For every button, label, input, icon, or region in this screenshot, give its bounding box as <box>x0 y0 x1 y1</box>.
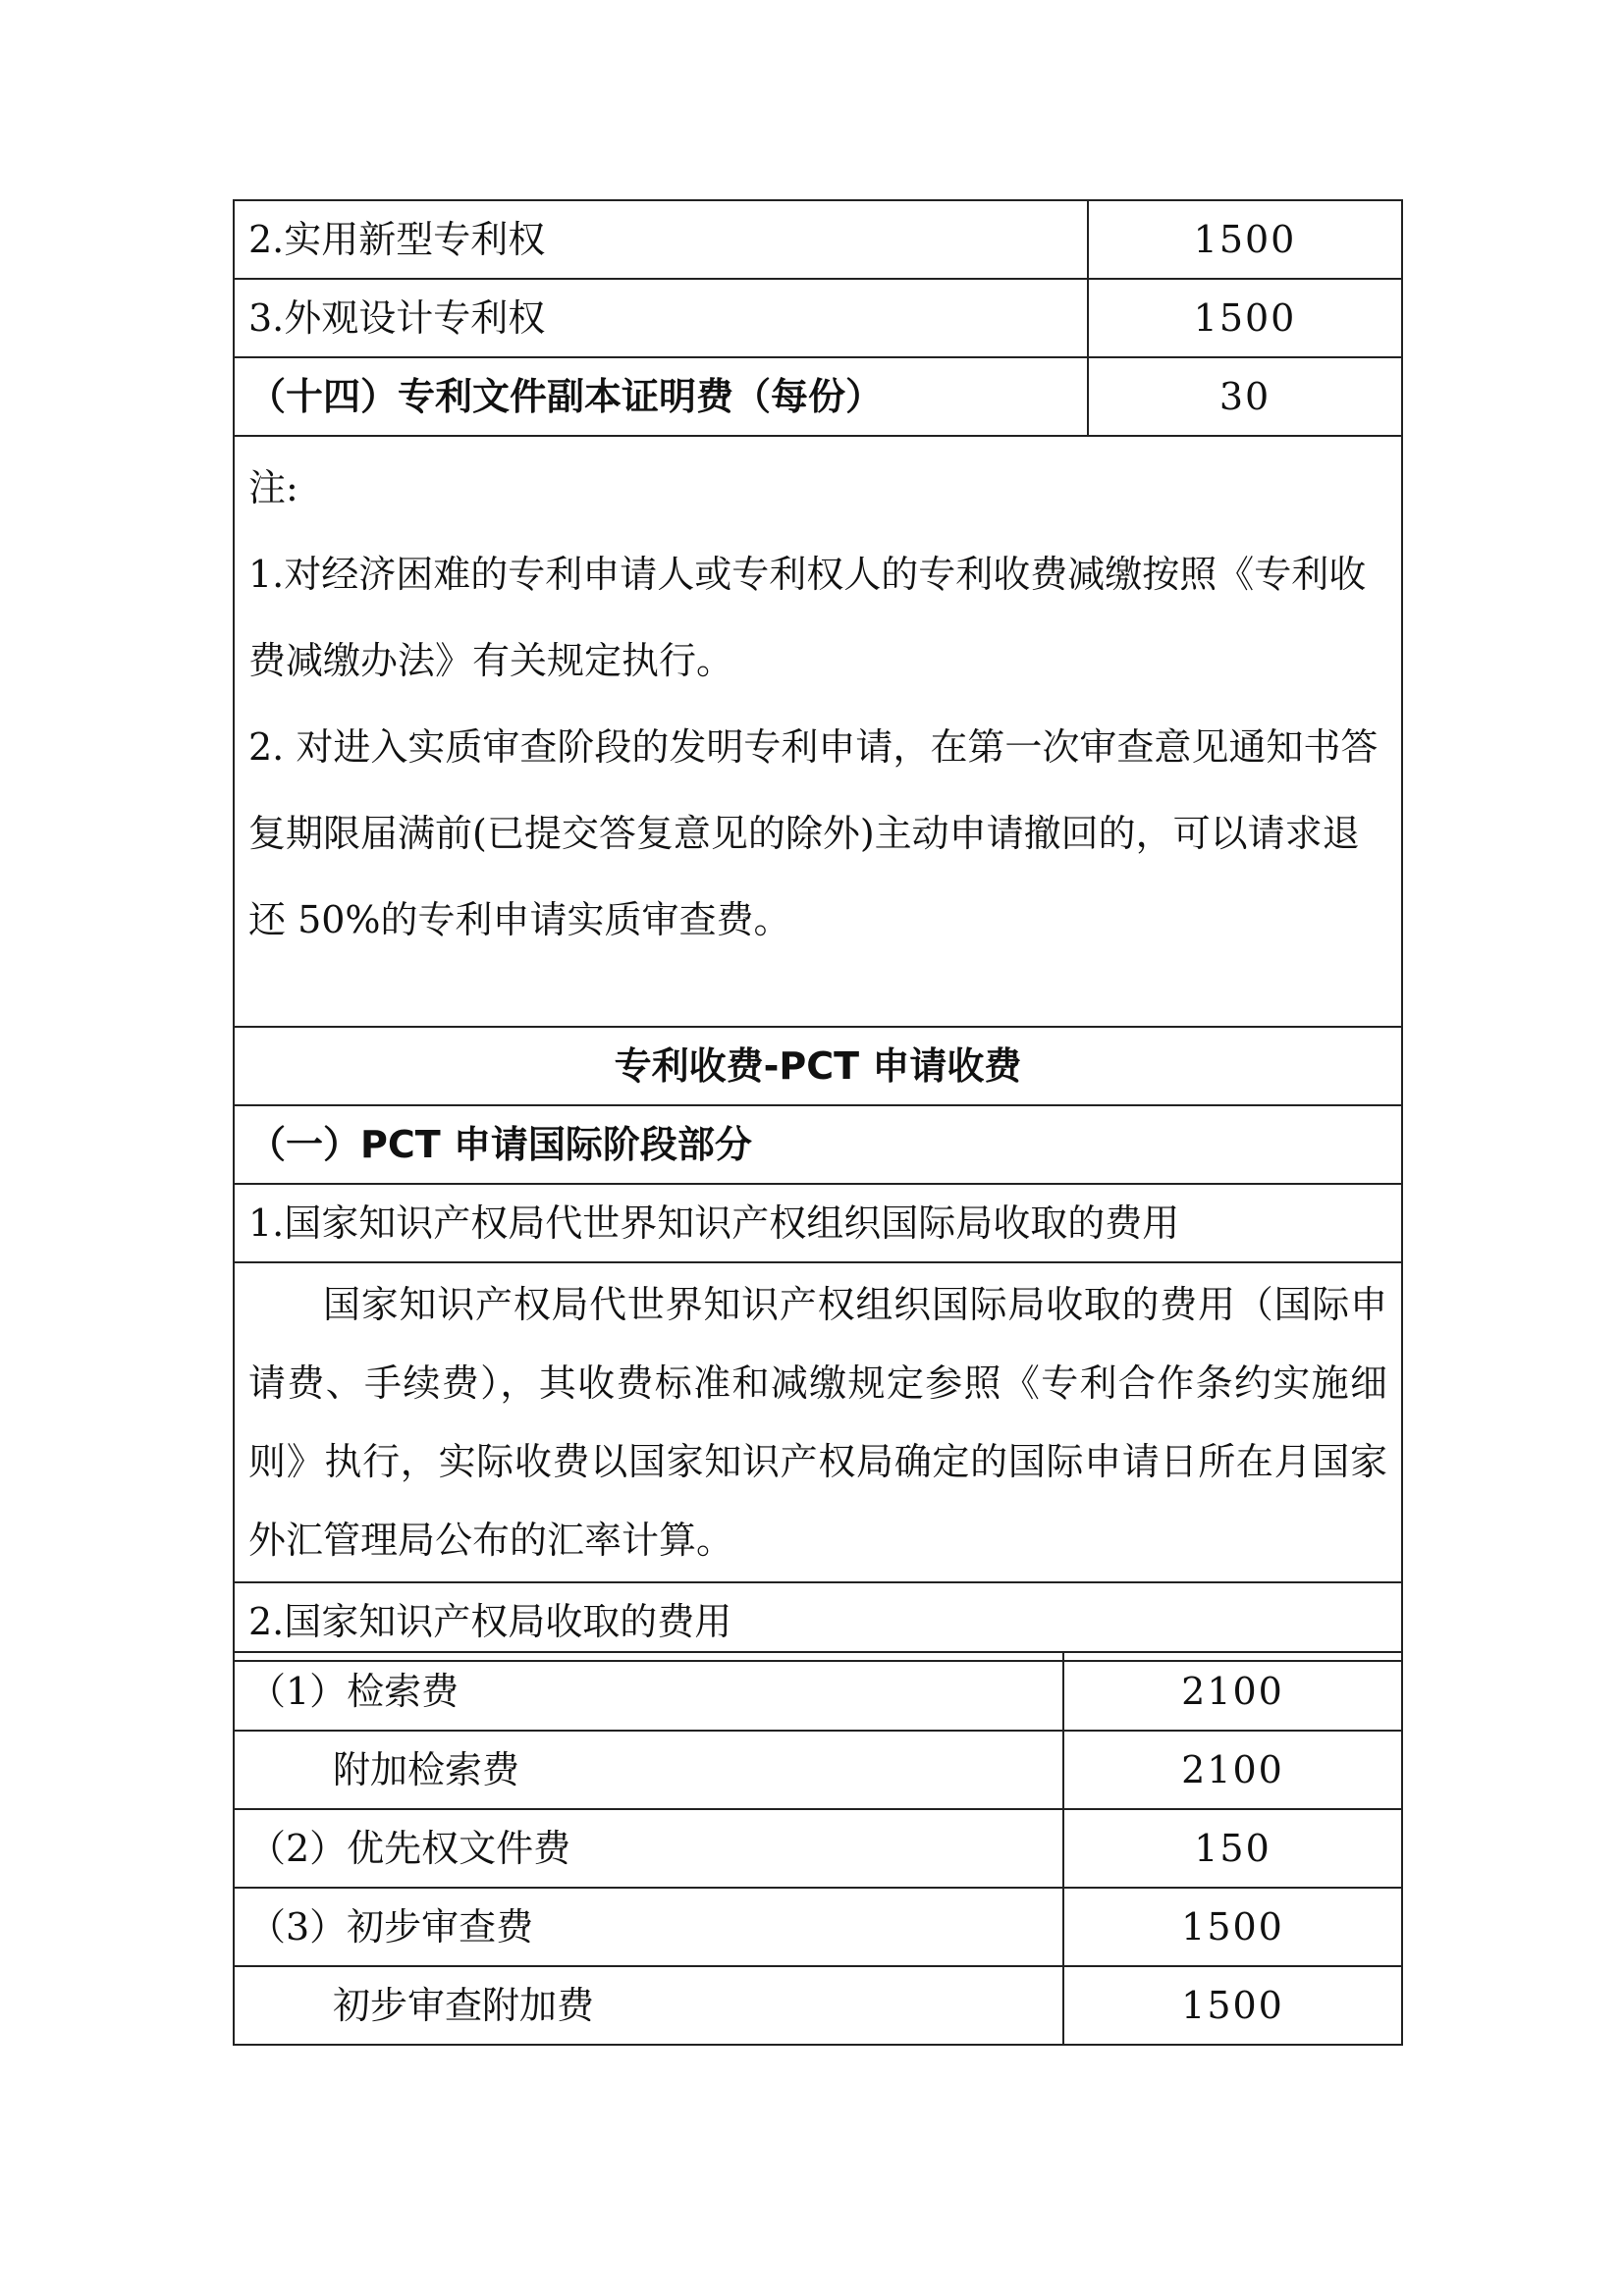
fee-value: 1500 <box>1063 1966 1402 2045</box>
table-row <box>234 1105 1402 1184</box>
table-row <box>234 1731 1402 1809</box>
table-row <box>234 1966 1402 2045</box>
fee-label: 3.外观设计专利权 <box>234 279 1088 357</box>
notes-row <box>234 436 1402 1027</box>
table-row <box>234 279 1402 357</box>
notes-title: 注: <box>248 466 298 509</box>
table-row <box>234 1809 1402 1888</box>
table-row <box>234 1652 1402 1731</box>
fee-label: （十四）专利文件副本证明费（每份） <box>234 357 1088 436</box>
fee-label: （2）优先权文件费 <box>234 1809 1063 1888</box>
fee-value: 30 <box>1088 357 1402 436</box>
fee-label: （3）初步审查费 <box>234 1888 1063 1966</box>
paragraph-cell <box>234 1262 1402 1582</box>
fee-value: 2100 <box>1063 1731 1402 1809</box>
fee-table <box>233 199 1403 1662</box>
table-row <box>234 357 1402 436</box>
table-row <box>234 1184 1402 1262</box>
paragraph-text: 国家知识产权局代世界知识产权组织国际局收取的费用（国际申请费、手续费），其收费标准和减缴规定参照《专利合作条约实施细则》执行，实际收费以国家知识产权局确定的国际申请日所在月国家外汇管理局公布的汇率计算。 <box>248 1283 1387 1562</box>
table-row <box>234 1582 1402 1661</box>
table-row <box>234 1888 1402 1966</box>
table-row <box>234 200 1402 279</box>
part-title: （一）PCT 申请国际阶段部分 <box>234 1105 1402 1184</box>
subsection-title: 2.国家知识产权局收取的费用 <box>234 1582 1402 1661</box>
fee-value: 1500 <box>1088 279 1402 357</box>
notes-cell <box>234 436 1402 1027</box>
fee-label: （1）检索费 <box>234 1652 1063 1731</box>
note-item-2: 2. 对进入实质审查阶段的发明专利申请，在第一次审查意见通知书答复期限届满前(已提交答复意见的除外)主动申请撤回的，可以请求退还 50%的专利申请实质审查费。 <box>248 725 1379 941</box>
table-row <box>234 1262 1402 1582</box>
fee-label: 附加检索费 <box>234 1731 1063 1809</box>
fee-value: 1500 <box>1063 1888 1402 1966</box>
section-title: 专利收费-PCT 申请收费 <box>234 1027 1402 1105</box>
table-row <box>234 1027 1402 1105</box>
fee-label: 2.实用新型专利权 <box>234 200 1088 279</box>
subsection-title: 1.国家知识产权局代世界知识产权组织国际局收取的费用 <box>234 1184 1402 1262</box>
fee-value: 150 <box>1063 1809 1402 1888</box>
fee-label: 初步审查附加费 <box>234 1966 1063 2045</box>
pct-fee-table <box>233 1651 1403 2046</box>
fee-value: 1500 <box>1088 200 1402 279</box>
fee-value: 2100 <box>1063 1652 1402 1731</box>
note-item-1: 1.对经济困难的专利申请人或专利权人的专利收费减缴按照《专利收费减缴办法》有关规定执行。 <box>248 553 1367 682</box>
